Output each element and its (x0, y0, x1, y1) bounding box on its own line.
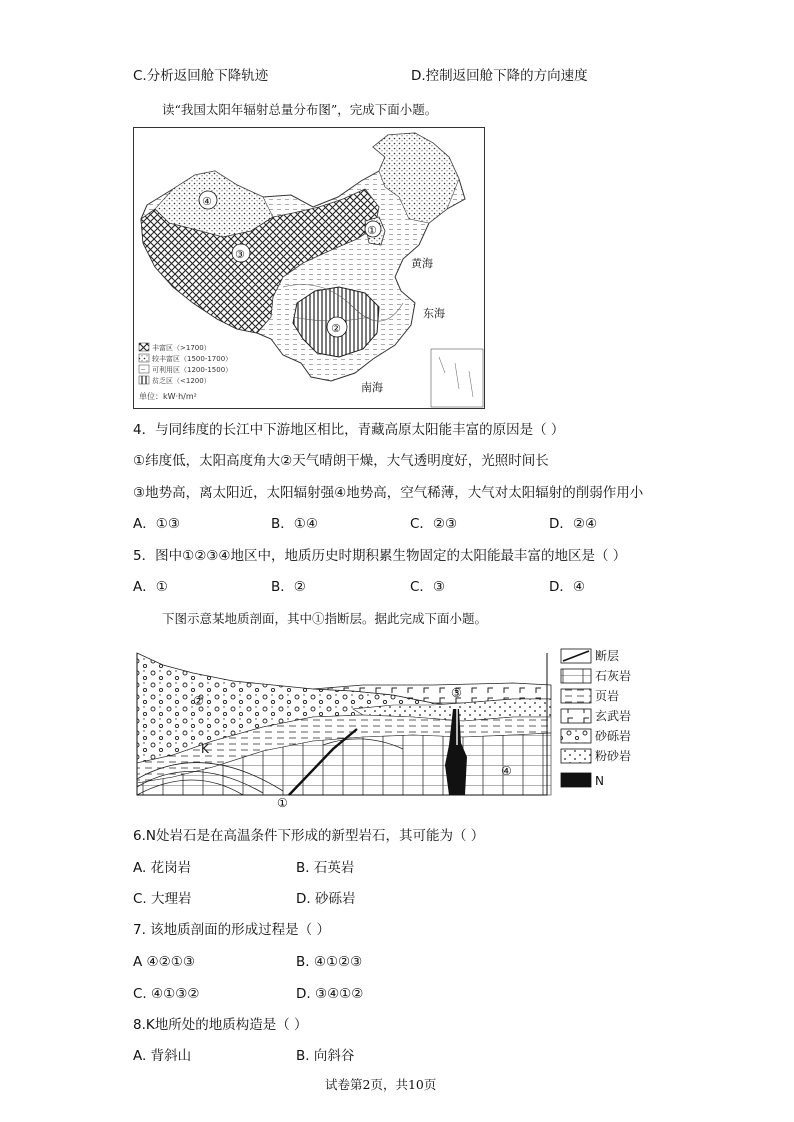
q4-option-a: A．①③ (133, 516, 180, 532)
q7-option-d: D. ③④①② (296, 986, 364, 1002)
legend-zone-usable: 可利用区（1200-1500） (152, 366, 233, 374)
section-label-3: ③ (451, 686, 462, 700)
section-label-1: ① (277, 796, 288, 810)
q7-option-c: C. ④①③② (133, 986, 200, 1002)
option-d-previous: D.控制返回舱下降的方向速度 (411, 68, 588, 84)
legend-siltstone: 粉砂岩 (595, 749, 632, 763)
legend-conglomerate: 砂砾岩 (595, 729, 632, 743)
map-unit: 单位：kW·h/m² (139, 392, 197, 401)
q8-option-b: B. 向斜谷 (296, 1048, 355, 1064)
q5-option-a: A．① (133, 579, 168, 595)
legend-limestone: 石灰岩 (595, 669, 632, 683)
q5-option-b: B．② (271, 579, 306, 595)
legend-shale: 页岩 (595, 689, 620, 703)
label-huanghai: 黄海 (411, 257, 433, 270)
south-sea-inset (431, 349, 483, 407)
q7-option-a: A ④②①③ (133, 954, 195, 970)
q6-option-b: B. 石英岩 (296, 860, 355, 876)
section-legend (561, 648, 631, 788)
q6-option-a: A. 花岗岩 (133, 860, 192, 876)
q7-option-b: B. ④①②③ (296, 954, 363, 970)
q4-option-d: D．②④ (549, 516, 598, 532)
q4-line1: ①纬度低，太阳高度角大②天气晴朗干燥，大气透明度好，光照时间长 (133, 453, 549, 469)
geologic-section (133, 645, 673, 811)
legend-fault: 断层 (595, 649, 620, 663)
map-label-4: ④ (202, 195, 212, 208)
q4-option-b: B．①④ (271, 516, 318, 532)
legend-zone-poor: 贫乏区（<1200） (152, 377, 211, 385)
label-nanhai: 南海 (361, 381, 383, 394)
section-label-k: K (201, 742, 209, 756)
legend-n: N (595, 774, 604, 788)
section-label-4: ④ (501, 764, 512, 778)
q8-stem: 8.K地所处的地质构造是（ ） (133, 1017, 308, 1033)
option-c-previous: C.分析返回舱下降轨迹 (133, 68, 269, 84)
map-label-2: ② (331, 322, 341, 335)
section-intro: 下图示意某地质剖面，其中①指断层。据此完成下面小题。 (162, 611, 488, 626)
q4-option-c: C．②③ (410, 516, 458, 532)
legend-zone-rich: 丰富区（>1700） (152, 344, 211, 352)
solar-radiation-map (133, 127, 485, 409)
page-footer: 试卷第2页，共10页 (325, 1077, 437, 1092)
map-intro: 读“我国太阳年辐射总量分布图”，完成下面小题。 (162, 102, 438, 117)
q6-option-d: D. 砂砾岩 (296, 891, 356, 907)
map-label-1: ① (367, 224, 377, 237)
q4-line2: ③地势高，离太阳近，太阳辐射强④地势高，空气稀薄，大气对太阳辐射的削弱作用小 (133, 485, 644, 501)
section-label-2: ② (193, 694, 204, 708)
q6-option-c: C. 大理岩 (133, 891, 192, 907)
q6-stem: 6.N处岩石是在高温条件下形成的新型岩石，其可能为（ ） (133, 828, 485, 844)
q4-stem: 4．与同纬度的长江中下游地区相比，青藏高原太阳能丰富的原因是（ ） (133, 422, 565, 438)
q5-option-d: D．④ (549, 579, 585, 595)
legend-zone-fairly-rich: 较丰富区（1500-1700） (152, 355, 233, 363)
q5-stem: 5．图中①②③④地区中，地质历史时期积累生物固定的太阳能最丰富的地区是（ ） (133, 548, 627, 564)
q8-option-a: A. 背斜山 (133, 1048, 192, 1064)
q7-stem: 7. 该地质剖面的形成过程是（ ） (133, 922, 330, 938)
label-donghai: 东海 (423, 307, 445, 320)
q5-option-c: C．③ (410, 579, 446, 595)
legend-basalt: 玄武岩 (595, 709, 632, 723)
map-label-3: ③ (235, 248, 245, 261)
